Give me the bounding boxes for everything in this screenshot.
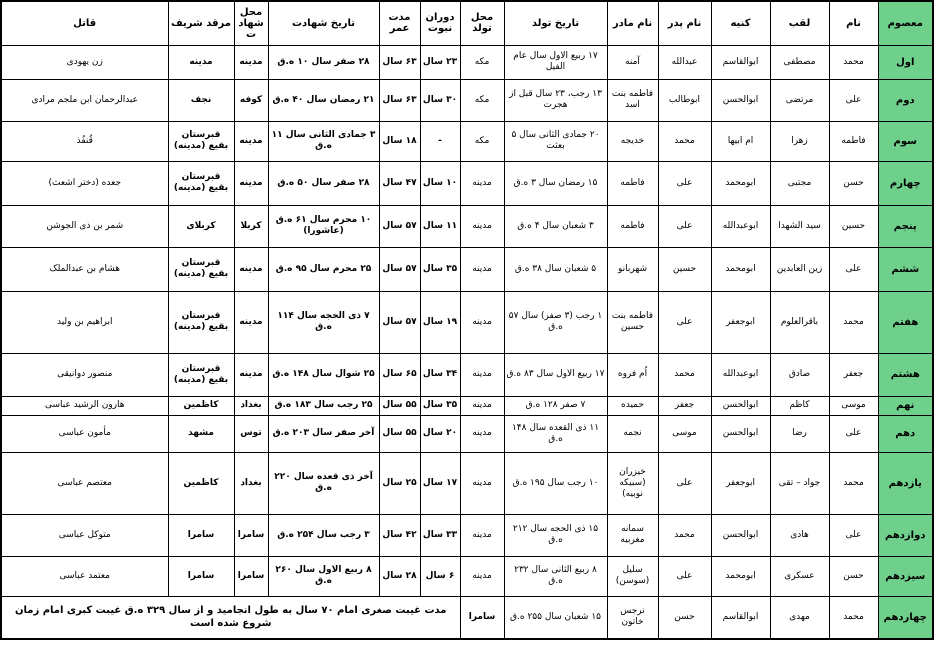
mother-name-cell: فاطمه بنت اسد [607, 79, 658, 121]
name-cell: موسی [829, 396, 878, 415]
killer-cell: شمر بن ذی الجوشن [1, 205, 168, 247]
mother-name-cell: سمانه مغربیه [607, 514, 658, 556]
kunya-cell: ابوعبدالله [711, 353, 770, 396]
header-lifespan: مدت عمر [379, 1, 420, 45]
birth-place-cell: سامرا [460, 596, 504, 639]
header-birth-place: محل تولد [460, 1, 504, 45]
martyrdom-date-cell: ۳ رجب سال ۲۵۴ ه.ق [268, 514, 379, 556]
kunya-cell: ابومحمد [711, 247, 770, 291]
name-cell: محمد [829, 596, 878, 639]
tenure-cell: ۳۰ سال [420, 79, 460, 121]
birth-date-cell: ۱۳ رجب، ۲۳ سال قبل از هجرت [504, 79, 607, 121]
martyrdom-place-cell: مدینه [234, 291, 268, 353]
name-cell: حسن [829, 161, 878, 205]
birth-place-cell: مکه [460, 45, 504, 79]
killer-cell: عبدالرحمان ابن ملجم مرادی [1, 79, 168, 121]
imam-order-cell: یازدهم [878, 452, 933, 514]
martyrdom-date-cell: ۸ ربیع الاول سال ۲۶۰ ه.ق [268, 556, 379, 596]
killer-cell: متوکل عباسی [1, 514, 168, 556]
title-cell: زین العابدین [770, 247, 829, 291]
birth-date-cell: ۱۷ ربیع الاول سال ۸۳ ه.ق [504, 353, 607, 396]
father-name-cell: حسین [658, 247, 711, 291]
title-cell: جواد – تقی [770, 452, 829, 514]
father-name-cell: علی [658, 556, 711, 596]
martyrdom-place-cell: بغداد [234, 452, 268, 514]
mother-name-cell: حمیده [607, 396, 658, 415]
table-row [1, 45, 933, 79]
table-row [1, 353, 933, 396]
father-name-cell: جعفر [658, 396, 711, 415]
killer-cell: مأمون عباسی [1, 415, 168, 452]
martyrdom-place-cell: مدینه [234, 121, 268, 161]
kunya-cell: ابوجعفر [711, 452, 770, 514]
mother-name-cell: اُم فروه [607, 353, 658, 396]
birth-date-cell: ۲۰ جمادی الثانی سال ۵ بعثت [504, 121, 607, 161]
martyrdom-date-cell: ۲۵ شوال سال ۱۴۸ ه.ق [268, 353, 379, 396]
lifespan-cell: ۵۷ سال [379, 205, 420, 247]
header-martyrdom-place: محل شهادت [234, 1, 268, 45]
killer-cell: زن یهودی [1, 45, 168, 79]
header-tenure: دوران نبوت [420, 1, 460, 45]
title-cell: مصطفی [770, 45, 829, 79]
killer-cell: منصور دوانیقی [1, 353, 168, 396]
kunya-cell: ام ابیها [711, 121, 770, 161]
birth-place-cell: مدینه [460, 161, 504, 205]
title-cell: عسکری [770, 556, 829, 596]
name-cell: حسین [829, 205, 878, 247]
shrine-cell: قبرستان بقیع (مدینه) [168, 161, 234, 205]
imam-order-cell: هشتم [878, 353, 933, 396]
mother-name-cell: سلیل (سوسن) [607, 556, 658, 596]
martyrdom-date-cell: آخر ذی قعده سال ۲۲۰ ه.ق [268, 452, 379, 514]
title-cell: صادق [770, 353, 829, 396]
lifespan-cell: ۶۳ سال [379, 45, 420, 79]
father-name-cell: موسی [658, 415, 711, 452]
father-name-cell: محمد [658, 121, 711, 161]
lifespan-cell: ۲۸ سال [379, 556, 420, 596]
killer-cell: معتصم عباسی [1, 452, 168, 514]
shrine-cell: سامرا [168, 556, 234, 596]
kunya-cell: ابومحمد [711, 161, 770, 205]
birth-place-cell: مدینه [460, 556, 504, 596]
killer-cell: جعده (دختر اشعث) [1, 161, 168, 205]
kunya-cell: ابوالحسن [711, 415, 770, 452]
name-cell: محمد [829, 452, 878, 514]
birth-date-cell: ۵ شعبان سال ۳۸ ه.ق [504, 247, 607, 291]
father-name-cell: محمد [658, 353, 711, 396]
imam-order-cell: سیزدهم [878, 556, 933, 596]
birth-date-cell: ۳ شعبان سال ۴ ه.ق [504, 205, 607, 247]
mother-name-cell: خدیجه [607, 121, 658, 161]
tenure-cell: ۳۵ سال [420, 396, 460, 415]
shrine-cell: قبرستان بقیع (مدینه) [168, 291, 234, 353]
header-killer: قاتل [1, 1, 168, 45]
martyrdom-place-cell: مدینه [234, 161, 268, 205]
mother-name-cell: نرجس خاتون [607, 596, 658, 639]
imam-order-cell: ششم [878, 247, 933, 291]
shrine-cell: قبرستان بقیع (مدینه) [168, 353, 234, 396]
header-birth-date: تاریخ تولد [504, 1, 607, 45]
father-name-cell: عبدالله [658, 45, 711, 79]
killer-cell: قُنفُذ [1, 121, 168, 161]
imam-order-cell: دوم [878, 79, 933, 121]
shrine-cell: قبرستان بقیع (مدینه) [168, 121, 234, 161]
mother-name-cell: فاطمه [607, 161, 658, 205]
father-name-cell: علی [658, 291, 711, 353]
killer-cell: هشام بن عبدالملک [1, 247, 168, 291]
imam-order-cell: اول [878, 45, 933, 79]
birth-date-cell: ۱۷ ربیع الاول سال عام الفیل [504, 45, 607, 79]
martyrdom-date-cell: ۷ ذی الحجه سال ۱۱۴ ه.ق [268, 291, 379, 353]
imam-order-cell: هفتم [878, 291, 933, 353]
header-imam-order: معصوم [878, 1, 933, 45]
lifespan-cell: ۵۷ سال [379, 291, 420, 353]
table-row [1, 121, 933, 161]
birth-place-cell: مدینه [460, 415, 504, 452]
martyrdom-place-cell: بغداد [234, 396, 268, 415]
martyrdom-date-cell: ۲۸ صفر سال ۵۰ ه.ق [268, 161, 379, 205]
tenure-cell: ۱۱ سال [420, 205, 460, 247]
tenure-cell: ۱۹ سال [420, 291, 460, 353]
table-row [1, 415, 933, 452]
kunya-cell: ابوجعفر [711, 291, 770, 353]
lifespan-cell: ۴۷ سال [379, 161, 420, 205]
name-cell: حسن [829, 556, 878, 596]
martyrdom-date-cell: ۲۸ صفر سال ۱۰ ه.ق [268, 45, 379, 79]
shrine-cell: نجف [168, 79, 234, 121]
title-cell: مرتضی [770, 79, 829, 121]
father-name-cell: علی [658, 205, 711, 247]
header-kunya: کنیه [711, 1, 770, 45]
name-cell: فاطمه [829, 121, 878, 161]
name-cell: جعفر [829, 353, 878, 396]
title-cell: سید الشهدا [770, 205, 829, 247]
title-cell: زهرا [770, 121, 829, 161]
tenure-cell: ۶ سال [420, 556, 460, 596]
killer-cell: معتمد عباسی [1, 556, 168, 596]
birth-date-cell: ۷ صفر ۱۲۸ ه.ق [504, 396, 607, 415]
shrine-cell: مشهد [168, 415, 234, 452]
mother-name-cell: نجمه [607, 415, 658, 452]
birth-date-cell: ۱۵ شعبان سال ۲۵۵ ه.ق [504, 596, 607, 639]
table-row [1, 161, 933, 205]
imam-order-cell: دوازدهم [878, 514, 933, 556]
table-row [1, 556, 933, 596]
birth-date-cell: ۱ رجب (۳ صفر) سال ۵۷ ه.ق [504, 291, 607, 353]
imam-order-cell: سوم [878, 121, 933, 161]
birth-date-cell: ۱۵ رمضان سال ۳ ه.ق [504, 161, 607, 205]
title-cell: هادی [770, 514, 829, 556]
tenure-cell: ۱۰ سال [420, 161, 460, 205]
martyrdom-date-cell: آخر صفر سال ۲۰۳ ه.ق [268, 415, 379, 452]
title-cell: مجتبی [770, 161, 829, 205]
tenure-cell: ۳۵ سال [420, 247, 460, 291]
martyrdom-date-cell: ۱۰ محرم سال ۶۱ ه.ق (عاشورا) [268, 205, 379, 247]
birth-place-cell: مدینه [460, 452, 504, 514]
title-cell: رضا [770, 415, 829, 452]
martyrdom-place-cell: مدینه [234, 247, 268, 291]
shrine-cell: مدینه [168, 45, 234, 79]
table-row [1, 291, 933, 353]
tenure-cell: - [420, 121, 460, 161]
occultation-note: مدت غیبت صغری امام ۷۰ سال به طول انجامید و از سال ۳۲۹ ه.ق غیبت کبری امام زمان شروع شده است [1, 596, 460, 639]
imam-order-cell: چهارم [878, 161, 933, 205]
father-name-cell: ابوطالب [658, 79, 711, 121]
martyrdom-date-cell: ۲۵ رجب سال ۱۸۳ ه.ق [268, 396, 379, 415]
imam-order-cell: دهم [878, 415, 933, 452]
imam-order-cell: چهاردهم [878, 596, 933, 639]
title-cell: مهدی [770, 596, 829, 639]
birth-place-cell: مدینه [460, 205, 504, 247]
name-cell: علی [829, 514, 878, 556]
shrine-cell: کاظمین [168, 396, 234, 415]
name-cell: علی [829, 415, 878, 452]
shrine-cell: کاظمین [168, 452, 234, 514]
table-row [1, 247, 933, 291]
lifespan-cell: ۱۸ سال [379, 121, 420, 161]
killer-cell: هارون الرشید عباسی [1, 396, 168, 415]
father-name-cell: حسن [658, 596, 711, 639]
kunya-cell: ابوعبدالله [711, 205, 770, 247]
name-cell: علی [829, 247, 878, 291]
martyrdom-place-cell: کربلا [234, 205, 268, 247]
father-name-cell: علی [658, 452, 711, 514]
name-cell: علی [829, 79, 878, 121]
birth-date-cell: ۱۱ ذی القعده سال ۱۴۸ ه.ق [504, 415, 607, 452]
header-father-name: نام پدر [658, 1, 711, 45]
killer-cell: ابراهیم بن ولید [1, 291, 168, 353]
martyrdom-date-cell: ۲۵ محرم سال ۹۵ ه.ق [268, 247, 379, 291]
father-name-cell: محمد [658, 514, 711, 556]
lifespan-cell: ۵۷ سال [379, 247, 420, 291]
kunya-cell: ابوالحسن [711, 79, 770, 121]
kunya-cell: ابوالحسن [711, 514, 770, 556]
header-row [1, 1, 933, 45]
table-row [1, 452, 933, 514]
table-row [1, 596, 933, 639]
table-row [1, 205, 933, 247]
martyrdom-date-cell: ۳ جمادی الثانی سال ۱۱ ه.ق [268, 121, 379, 161]
table-row [1, 514, 933, 556]
tenure-cell: ۱۷ سال [420, 452, 460, 514]
lifespan-cell: ۴۲ سال [379, 514, 420, 556]
header-name: نام [829, 1, 878, 45]
father-name-cell: علی [658, 161, 711, 205]
birth-place-cell: مدینه [460, 514, 504, 556]
birth-date-cell: ۸ ربیع الثانی سال ۲۳۲ ه.ق [504, 556, 607, 596]
lifespan-cell: ۲۵ سال [379, 452, 420, 514]
lifespan-cell: ۵۵ سال [379, 396, 420, 415]
kunya-cell: ابوالحسن [711, 396, 770, 415]
lifespan-cell: ۶۳ سال [379, 79, 420, 121]
table-row [1, 396, 933, 415]
shrine-cell: قبرستان بقیع (مدینه) [168, 247, 234, 291]
kunya-cell: ابوالقاسم [711, 596, 770, 639]
header-shrine: مرقد شریف [168, 1, 234, 45]
header-title: لقب [770, 1, 829, 45]
tenure-cell: ۲۰ سال [420, 415, 460, 452]
mother-name-cell: شهربانو [607, 247, 658, 291]
imam-order-cell: نهم [878, 396, 933, 415]
header-martyrdom-date: تاریخ شهادت [268, 1, 379, 45]
birth-place-cell: مکه [460, 79, 504, 121]
tenure-cell: ۲۳ سال [420, 45, 460, 79]
birth-place-cell: مدینه [460, 353, 504, 396]
birth-place-cell: مدینه [460, 396, 504, 415]
birth-date-cell: ۱۰ رجب سال ۱۹۵ ه.ق [504, 452, 607, 514]
martyrdom-place-cell: کوفه [234, 79, 268, 121]
martyrdom-date-cell: ۲۱ رمضان سال ۴۰ ه.ق [268, 79, 379, 121]
lifespan-cell: ۶۵ سال [379, 353, 420, 396]
martyrdom-place-cell: سامرا [234, 514, 268, 556]
shrine-cell: کربلای [168, 205, 234, 247]
kunya-cell: ابوالقاسم [711, 45, 770, 79]
birth-place-cell: مکه [460, 121, 504, 161]
title-cell: باقرالعلوم [770, 291, 829, 353]
header-mother-name: نام مادر [607, 1, 658, 45]
title-cell: کاظم [770, 396, 829, 415]
shrine-cell: سامرا [168, 514, 234, 556]
kunya-cell: ابومحمد [711, 556, 770, 596]
table-row [1, 79, 933, 121]
lifespan-cell: ۵۵ سال [379, 415, 420, 452]
name-cell: محمد [829, 291, 878, 353]
imam-order-cell: پنجم [878, 205, 933, 247]
mother-name-cell: آمنه [607, 45, 658, 79]
martyrdom-place-cell: سامرا [234, 556, 268, 596]
birth-date-cell: ۱۵ ذی الحجه سال ۲۱۲ ه.ق [504, 514, 607, 556]
birth-place-cell: مدینه [460, 247, 504, 291]
birth-place-cell: مدینه [460, 291, 504, 353]
mother-name-cell: خیزران (سبیکه نوبیه) [607, 452, 658, 514]
tenure-cell: ۳۴ سال [420, 353, 460, 396]
martyrdom-place-cell: مدینه [234, 45, 268, 79]
name-cell: محمد [829, 45, 878, 79]
martyrdom-place-cell: توس [234, 415, 268, 452]
mother-name-cell: فاطمه [607, 205, 658, 247]
mother-name-cell: فاطمه بنت حسین [607, 291, 658, 353]
tenure-cell: ۳۳ سال [420, 514, 460, 556]
martyrdom-place-cell: مدینه [234, 353, 268, 396]
